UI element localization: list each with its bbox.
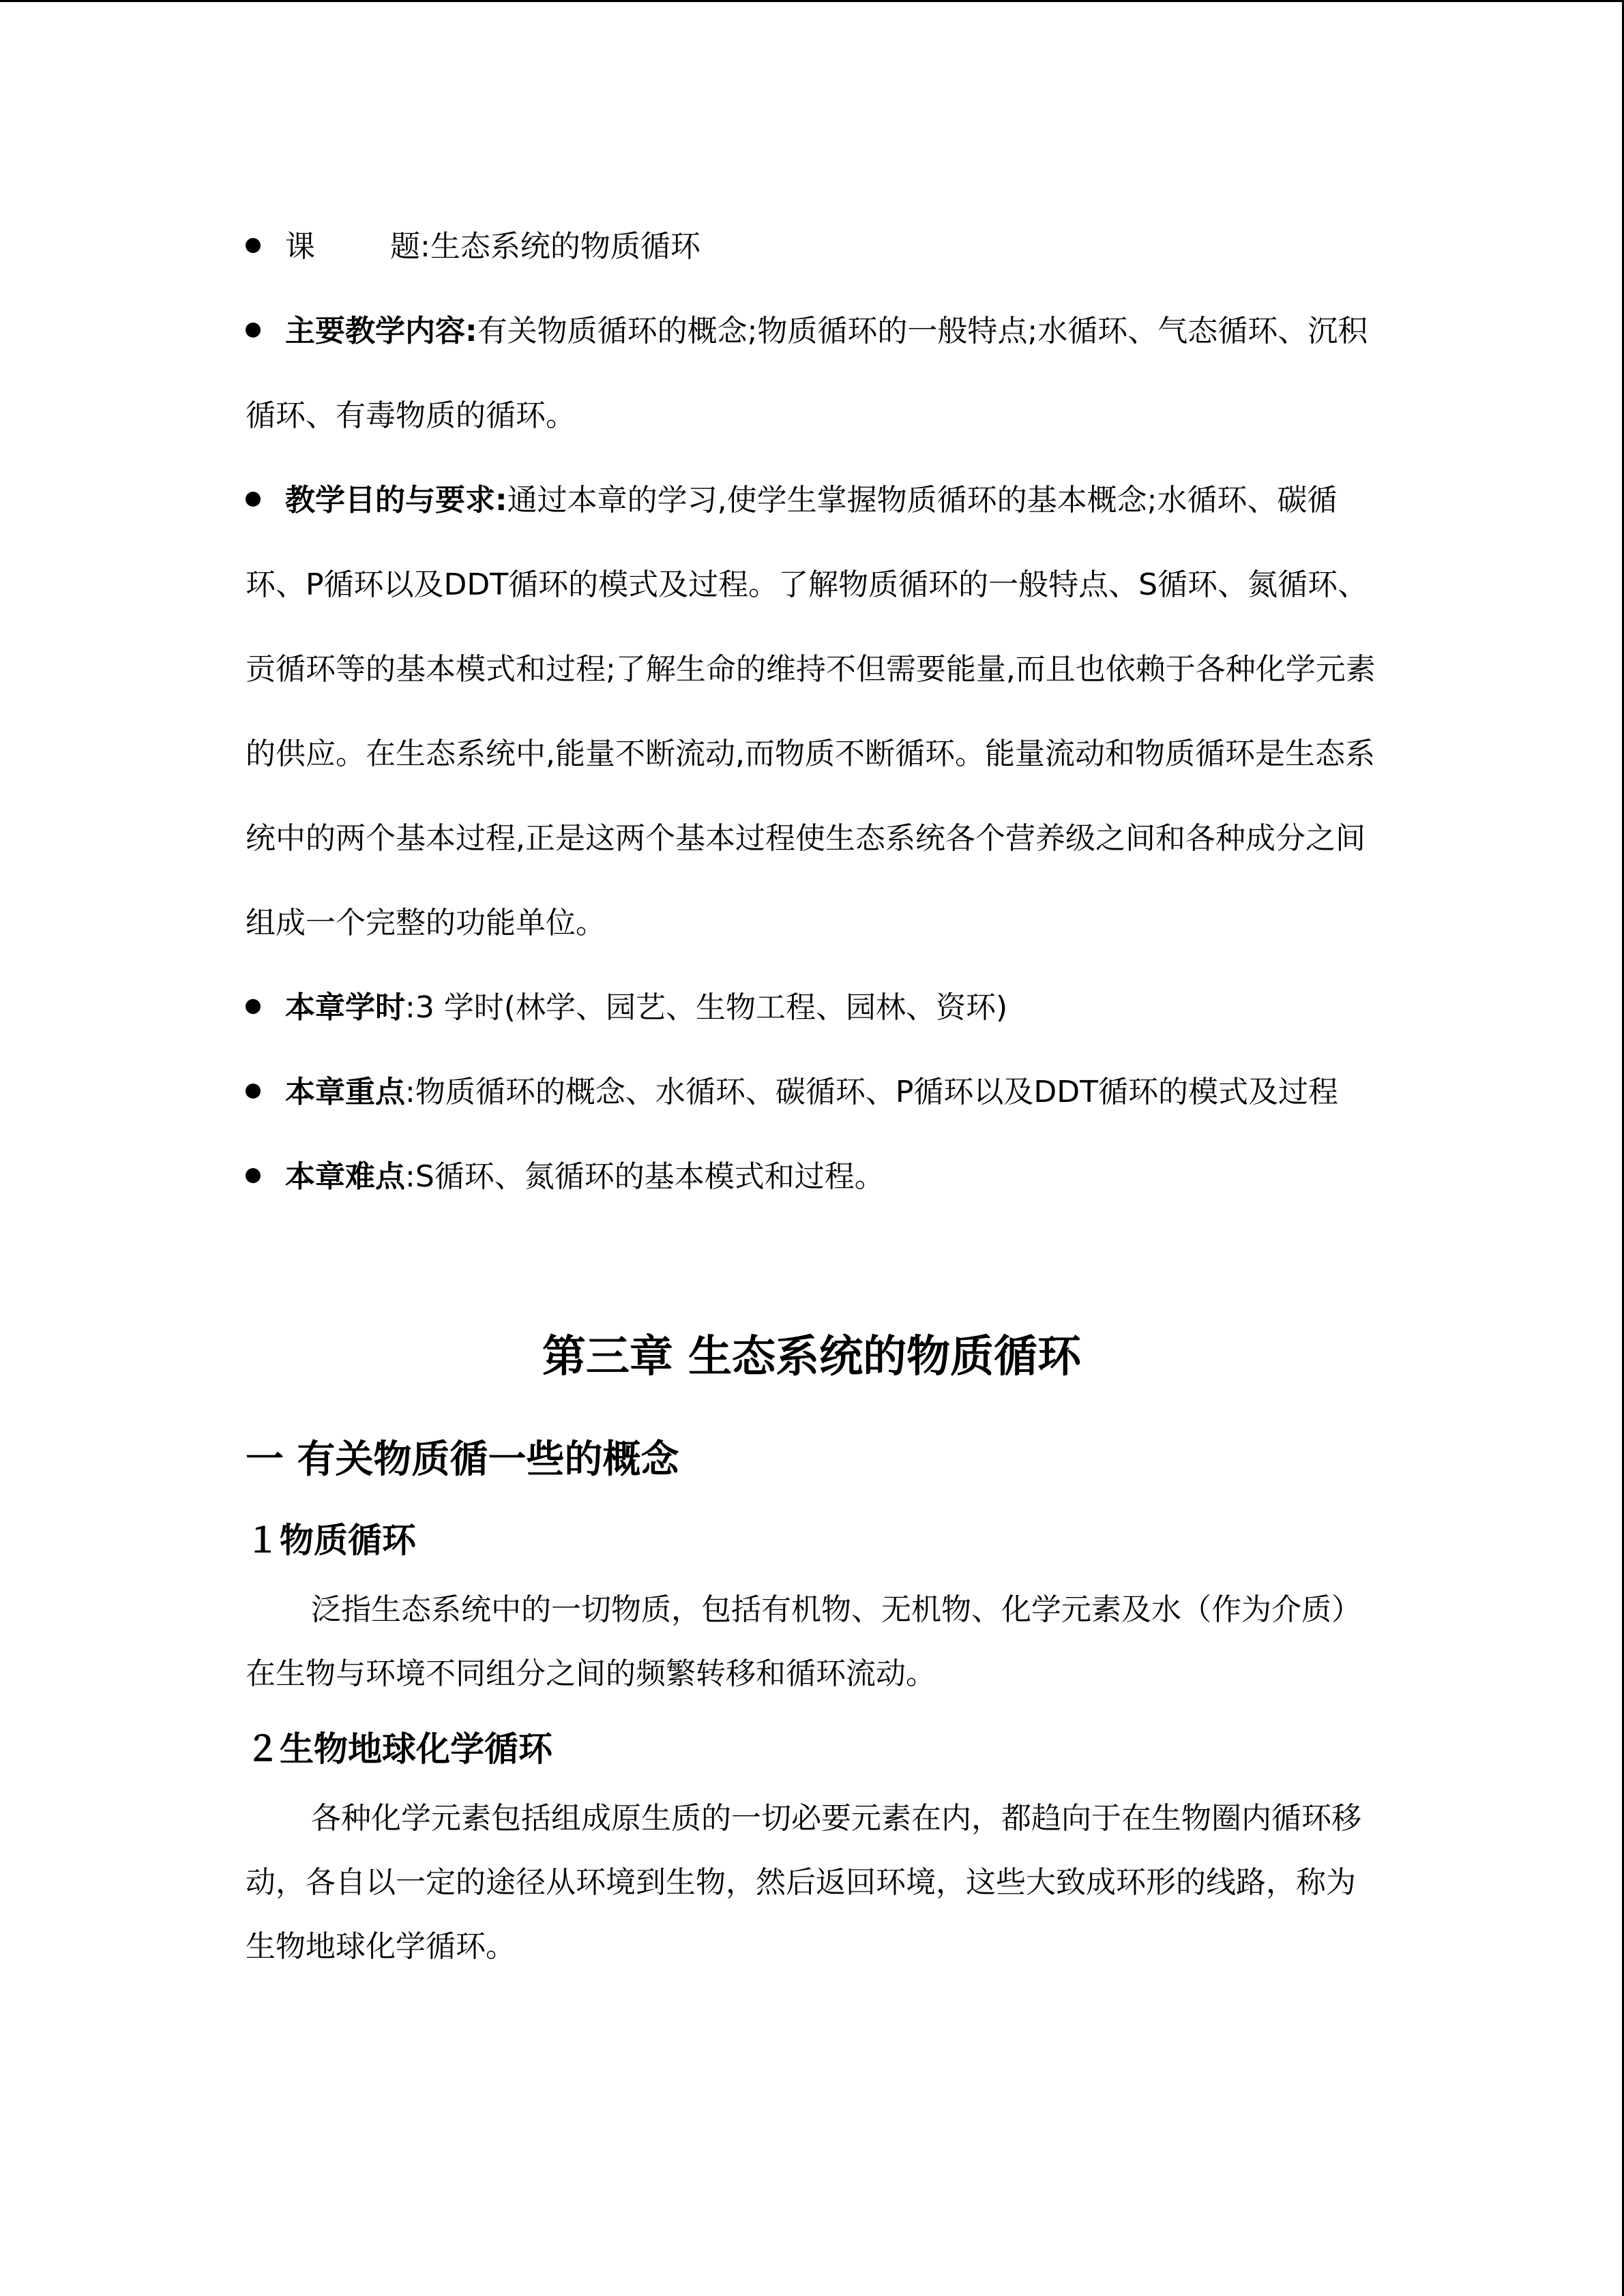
key-text: :物质循环的概念、水循环、碳循环、P循环以及DDT循环的模式及过程 (405, 1075, 1338, 1109)
section-heading: 一 有关物质循一些的概念 (246, 1437, 679, 1482)
subheading-biogeochemical-cycle: ２生物地球化学循环 (246, 1729, 552, 1769)
chapter-title: 第三章 生态系统的物质循环 (542, 1332, 1082, 1382)
difficult-label: 本章难点 (285, 1159, 405, 1194)
bullet-dot-icon (246, 999, 261, 1014)
document-body (246, 205, 1378, 1979)
difficult-bullet (246, 1135, 1378, 1219)
bullet-dot-icon (246, 238, 261, 253)
paragraph-biogeochemical-cycle: 各种化学元素包括组成原生质的一切必要元素在内，都趋向于在生物圈内循环移动，各自以一定的途径从环境到生物，然后返回环境，这些大致成环形的线路，称为生物地球化学循环。 (246, 1801, 1361, 1964)
difficult-text: :S循环、氮循环的基本模式和过程。 (405, 1159, 885, 1194)
objective-bullet (246, 458, 1378, 966)
bullet-dot-icon (246, 492, 261, 507)
key-bullet (246, 1050, 1378, 1135)
paragraph-material-cycle: 泛指生态系统中的一切物质，包括有机物、无机物、化学元素及水（作为介质）在生物与环境不同组分之间的频繁转移和循环流动。 (246, 1592, 1361, 1691)
hours-bullet (246, 966, 1378, 1050)
content-text: 有关物质循环的概念;物质循环的一般特点;水循环、气态循环、沉积循环、有毒物质的循环。 (246, 314, 1368, 433)
page-border-top (0, 0, 1624, 2)
topic-label: 课 (285, 229, 315, 264)
topic-value: 生态系统的物质循环 (430, 229, 700, 264)
bullet-dot-icon (246, 323, 261, 338)
topic-label-2: 题: (390, 229, 430, 264)
key-label: 本章重点 (285, 1075, 405, 1109)
hours-text: :3 学时(林学、园艺、生物工程、园林、资环) (405, 990, 1008, 1025)
content-bullet (246, 289, 1378, 458)
hours-label: 本章学时 (285, 990, 405, 1025)
objective-label: 教学目的与要求: (285, 483, 507, 518)
subheading-material-cycle: １物质循环 (246, 1521, 416, 1560)
bullet-dot-icon (246, 1168, 261, 1183)
topic-line (246, 205, 1378, 289)
objective-text: 通过本章的学习,使学生掌握物质循环的基本概念;水循环、碳循环、P循环以及DDT循环的模式及过程。了解物质循环的一般特点、S循环、氮循环、贡循环等的基本模式和过程;了解生命的维持不但需要能量,而且也依赖于各种化学元素的供应。在生态系统中,能量不断流动,而物质不断循环。能量流动和物质循环是生态系统中的两个基本过程,正是这两个基本过程使生态系统各个营养级之间和各种成分之间组成一个完整的功能单位。 (246, 483, 1376, 940)
bullet-dot-icon (246, 1084, 261, 1099)
content-label: 主要教学内容: (285, 314, 477, 348)
